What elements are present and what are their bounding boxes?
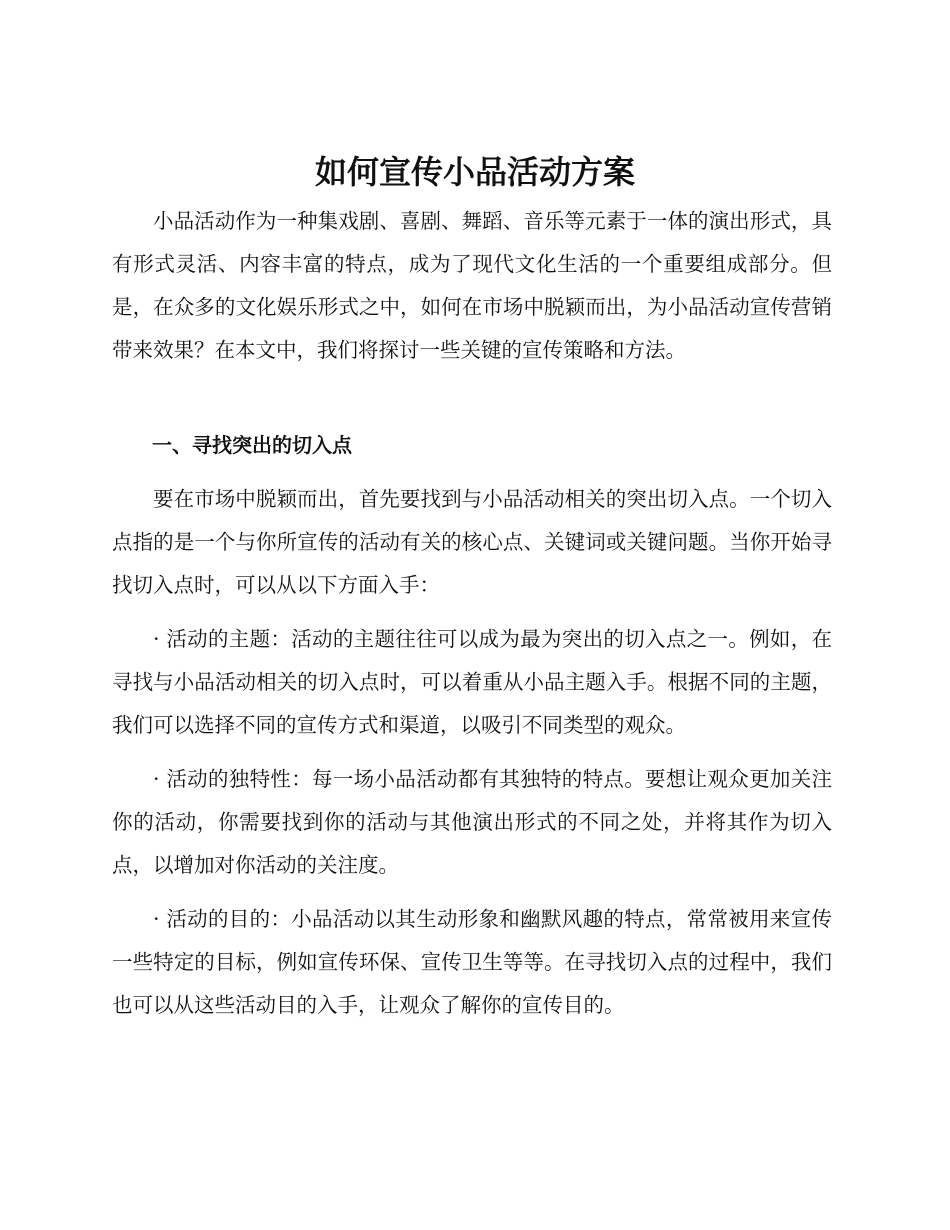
section-heading: 一、寻找突出的切入点: [152, 433, 352, 457]
bullet-item-theme: · 活动的主题：活动的主题往往可以成为最为突出的切入点之一。例如，在寻找与小品活动相关的切入点时，可以着重从小品主题入手。根据不同的主题，我们可以选择不同的宣传方式和渠道，以吸引不同类型的观众。: [112, 627, 832, 737]
section-paragraph: 要在市场中脱颖而出，首先要找到与小品活动相关的突出切入点。一个切入点指的是一个与你所宣传的活动有关的核心点、关键词或关键问题。当你开始寻找切入点时，可以从以下方面入手：: [112, 487, 832, 597]
document-title: 如何宣传小品活动方案: [314, 153, 635, 191]
bullet-item-uniqueness: · 活动的独特性：每一场小品活动都有其独特的特点。要想让观众更加关注你的活动，你需要找到你的活动与其他演出形式的不同之处，并将其作为切入点，以增加对你活动的关注度。: [112, 767, 832, 877]
intro-paragraph: 小品活动作为一种集戏剧、喜剧、舞蹈、音乐等元素于一体的演出形式，具有形式灵活、内容丰富的特点，成为了现代文化生活的一个重要组成部分。但是，在众多的文化娱乐形式之中，如何在市场中脱颖而出，为小品活动宣传营销带来效果？在本文中，我们将探讨一些关键的宣传策略和方法。: [112, 209, 832, 362]
bullet-item-purpose: · 活动的目的：小品活动以其生动形象和幽默风趣的特点，常常被用来宣传一些特定的目标，例如宣传环保、宣传卫生等等。在寻找切入点的过程中，我们也可以从这些活动目的入手，让观众了解你的宣传目的。: [112, 907, 832, 1017]
